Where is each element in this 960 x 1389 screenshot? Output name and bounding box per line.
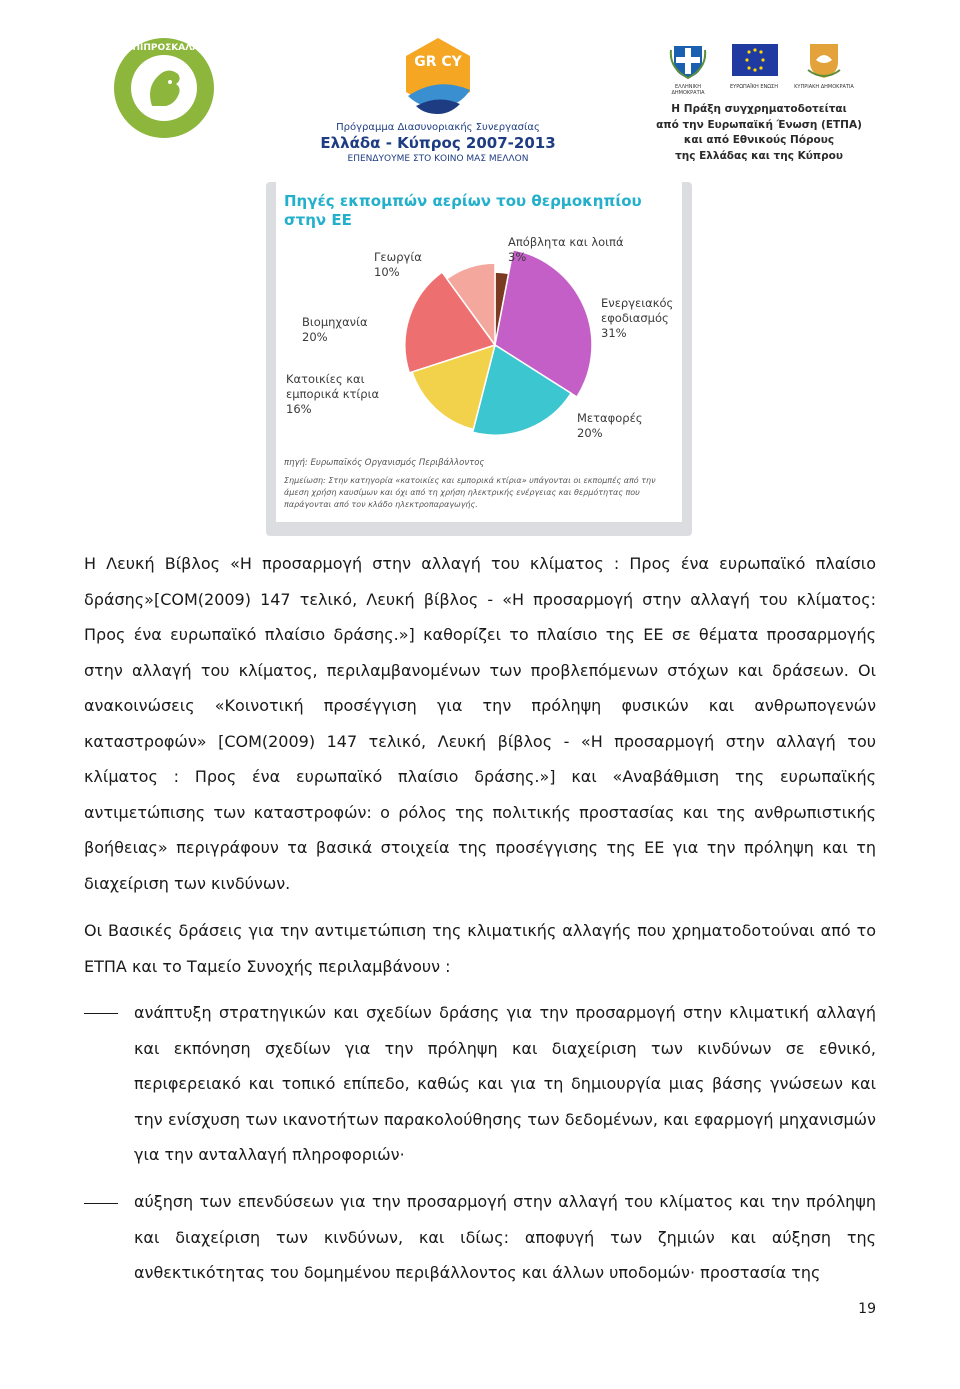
cofunding-line: και από Εθνικούς Πόρους [683, 134, 835, 146]
label-energy-name: Ενεργειακός [601, 296, 674, 310]
label-waste [508, 235, 624, 265]
chart-note: Σημείωση: Στην κατηγορία «κατοικίες και εμπορικά κτίρια» υπάγονται οι εκπομπές από την άμεση χρήση καυσίμων και όχι από τη χρήση ηλεκτρικής ενέργειας και θερμότητας που παράγονται από τον κλάδο ηλεκτροπαραγωγής. [284, 476, 656, 509]
label-industry [302, 315, 368, 345]
label-buildings-value: 16% [286, 402, 312, 416]
label-waste-value: 3% [508, 250, 527, 264]
eu-flag-icon [732, 44, 778, 76]
label-energy-value: 31% [601, 326, 627, 340]
label-waste-name: Απόβλητα και λοιπά [508, 235, 624, 249]
list-item: αύξηση των επενδύσεων για την προσαρμογή στην αλλαγή του κλίματος και την πρόληψη και διαχείριση των κινδύνων, και ιδίως: αποφυγή των ζημιών και αύξηση της ανθεκτικότητας του δομημένου περιβάλλοντος και άλλων υποδομών· προστασία της [134, 1192, 876, 1282]
emissions-chart-panel [266, 182, 692, 536]
label-agriculture-value: 10% [374, 265, 400, 279]
cofunding-statement [654, 102, 864, 164]
program-badge-text: GR CY [414, 54, 462, 70]
interreg-program-logo [318, 36, 558, 166]
label-transport-name: Μεταφορές [577, 411, 643, 425]
municipality-logo [112, 36, 216, 140]
emissions-chart [276, 182, 682, 522]
paragraph-key-actions: Οι Βασικές δράσεις για την αντιμετώπιση της κλιματικής αλλαγής που χρηματοδοτούναι από το ΕΤΠΑ και το Ταμείο Συνοχής περιλαμβάνουν : [84, 921, 876, 976]
chart-source: πηγή: Ευρωπαϊκός Οργανισμός Περιβάλλοντος [284, 458, 485, 468]
label-transport-value: 20% [577, 426, 603, 440]
cofunding-line: της Ελλάδας και της Κύπρου [675, 149, 843, 162]
cofunding-logos [654, 40, 864, 170]
label-transport [577, 411, 643, 441]
greek-flag-label: ΕΛΛΗΝΙΚΗ ΔΗΜΟΚΡΑΤΙΑ [671, 84, 705, 96]
program-name-line2: Ελλάδα - Κύπρος 2007-2013 [320, 134, 556, 152]
program-slogan: ΕΠΕΝΔΥΟΥΜΕ ΣΤΟ ΚΟΙΝΟ ΜΑΣ ΜΕΛΛΟΝ [347, 154, 529, 164]
chart-title: Πηγές εκπομπών αερίων του θερμοκηπίου στην ΕΕ [284, 192, 642, 229]
cofunding-line: Η Πράξη συγχρηματοδοτείται [671, 103, 847, 115]
label-energy [601, 296, 673, 341]
list-item: ανάπτυξη στρατηγικών και σχεδίων δράσης για την προσαρμογή στην κλιματική αλλαγή και εκπόνηση σχεδίων για την πρόληψη και διαχείριση των κινδύνων σε εθνικό, περιφερειακό και τοπικό επίπεδο, καθώς και για τη δημιουργία μιας βάσης γνώσεων και την ενίσχυση των ικανοτήτων παρακολούθησης των δεδομένων, και εφαρμογή μηχανισμών για την ανταλλαγή πληροφοριών· [134, 1003, 876, 1164]
cofunding-line: από την Ευρωπαϊκή Ένωση (ΕΤΠΑ) [656, 118, 862, 131]
cyprus-emblem-icon [804, 40, 844, 80]
label-buildings-name: Κατοικίες και [286, 372, 365, 386]
label-agriculture-name: Γεωργία [374, 250, 422, 264]
municipality-logo-text: ΛΑΠΙΠΡΟΣΚΑΛΑΙΑ [118, 43, 210, 53]
page-number: 19 [858, 1301, 876, 1317]
label-industry-name: Βιομηχανία [302, 315, 368, 329]
label-energy-name2: εφοδιασμός [601, 311, 669, 325]
paragraph-white-paper: Η Λευκή Βίβλος «Η προσαρμογή στην αλλαγή του κλίματος : Προς ένα ευρωπαϊκό πλαίσιο δράσης»[COM(2009) 147 τελικό, Λευκή βίβλος - «Η προσαρμογή στην αλλαγή του κλίματος: Προς ένα ευρωπαϊκό πλαίσιο δράσης.»] καθορίζει το πλαίσιο της ΕΕ σε θέματα προσαρμογής στην αλλαγή του κλίματος, περιλαμβανομένων των προβλεπόμενων στόχων και δράσεων. Οι ανακοινώσεις «Κοινοτική προσέγγιση για την πρόληψη φυσικών και ανθρωπογενών καταστροφών» [COM(2009) 147 τελικό, Λευκή βίβλος - «Η προσαρμογή στην αλλαγή του κλίματος : Προς ένα ευρωπαϊκό πλαίσιο δράσης.»] και «Αναβάθμιση της ευρωπαϊκής αντιμετώπισης των καταστροφών: ο ρόλος της πολιτικής προστασίας και της ανθρωπιστικής βοήθειας» περιγράφουν τα βασικά στοιχεία της προσέγγισης της ΕΕ για την πρόληψη και τη διαχείριση των κινδύνων. [84, 554, 876, 893]
label-buildings-name2: εμπορικά κτίρια [286, 387, 380, 401]
bullet-dash [84, 1203, 118, 1204]
label-industry-value: 20% [302, 330, 328, 344]
label-agriculture [374, 250, 422, 280]
greek-emblem-icon [668, 40, 708, 80]
bullet-dash [84, 1013, 118, 1014]
cyprus-flag-label: ΚΥΠΡΙΑΚΗ ΔΗΜΟΚΡΑΤΙΑ [794, 84, 854, 90]
program-name-line1: Πρόγραμμα Διασυνοριακής Συνεργασίας [336, 122, 540, 133]
eu-flag-label: ΕΥΡΩΠΑΪΚΗ ΕΝΩΣΗ [730, 84, 778, 90]
label-buildings [286, 372, 379, 417]
pie-chart [276, 182, 682, 522]
